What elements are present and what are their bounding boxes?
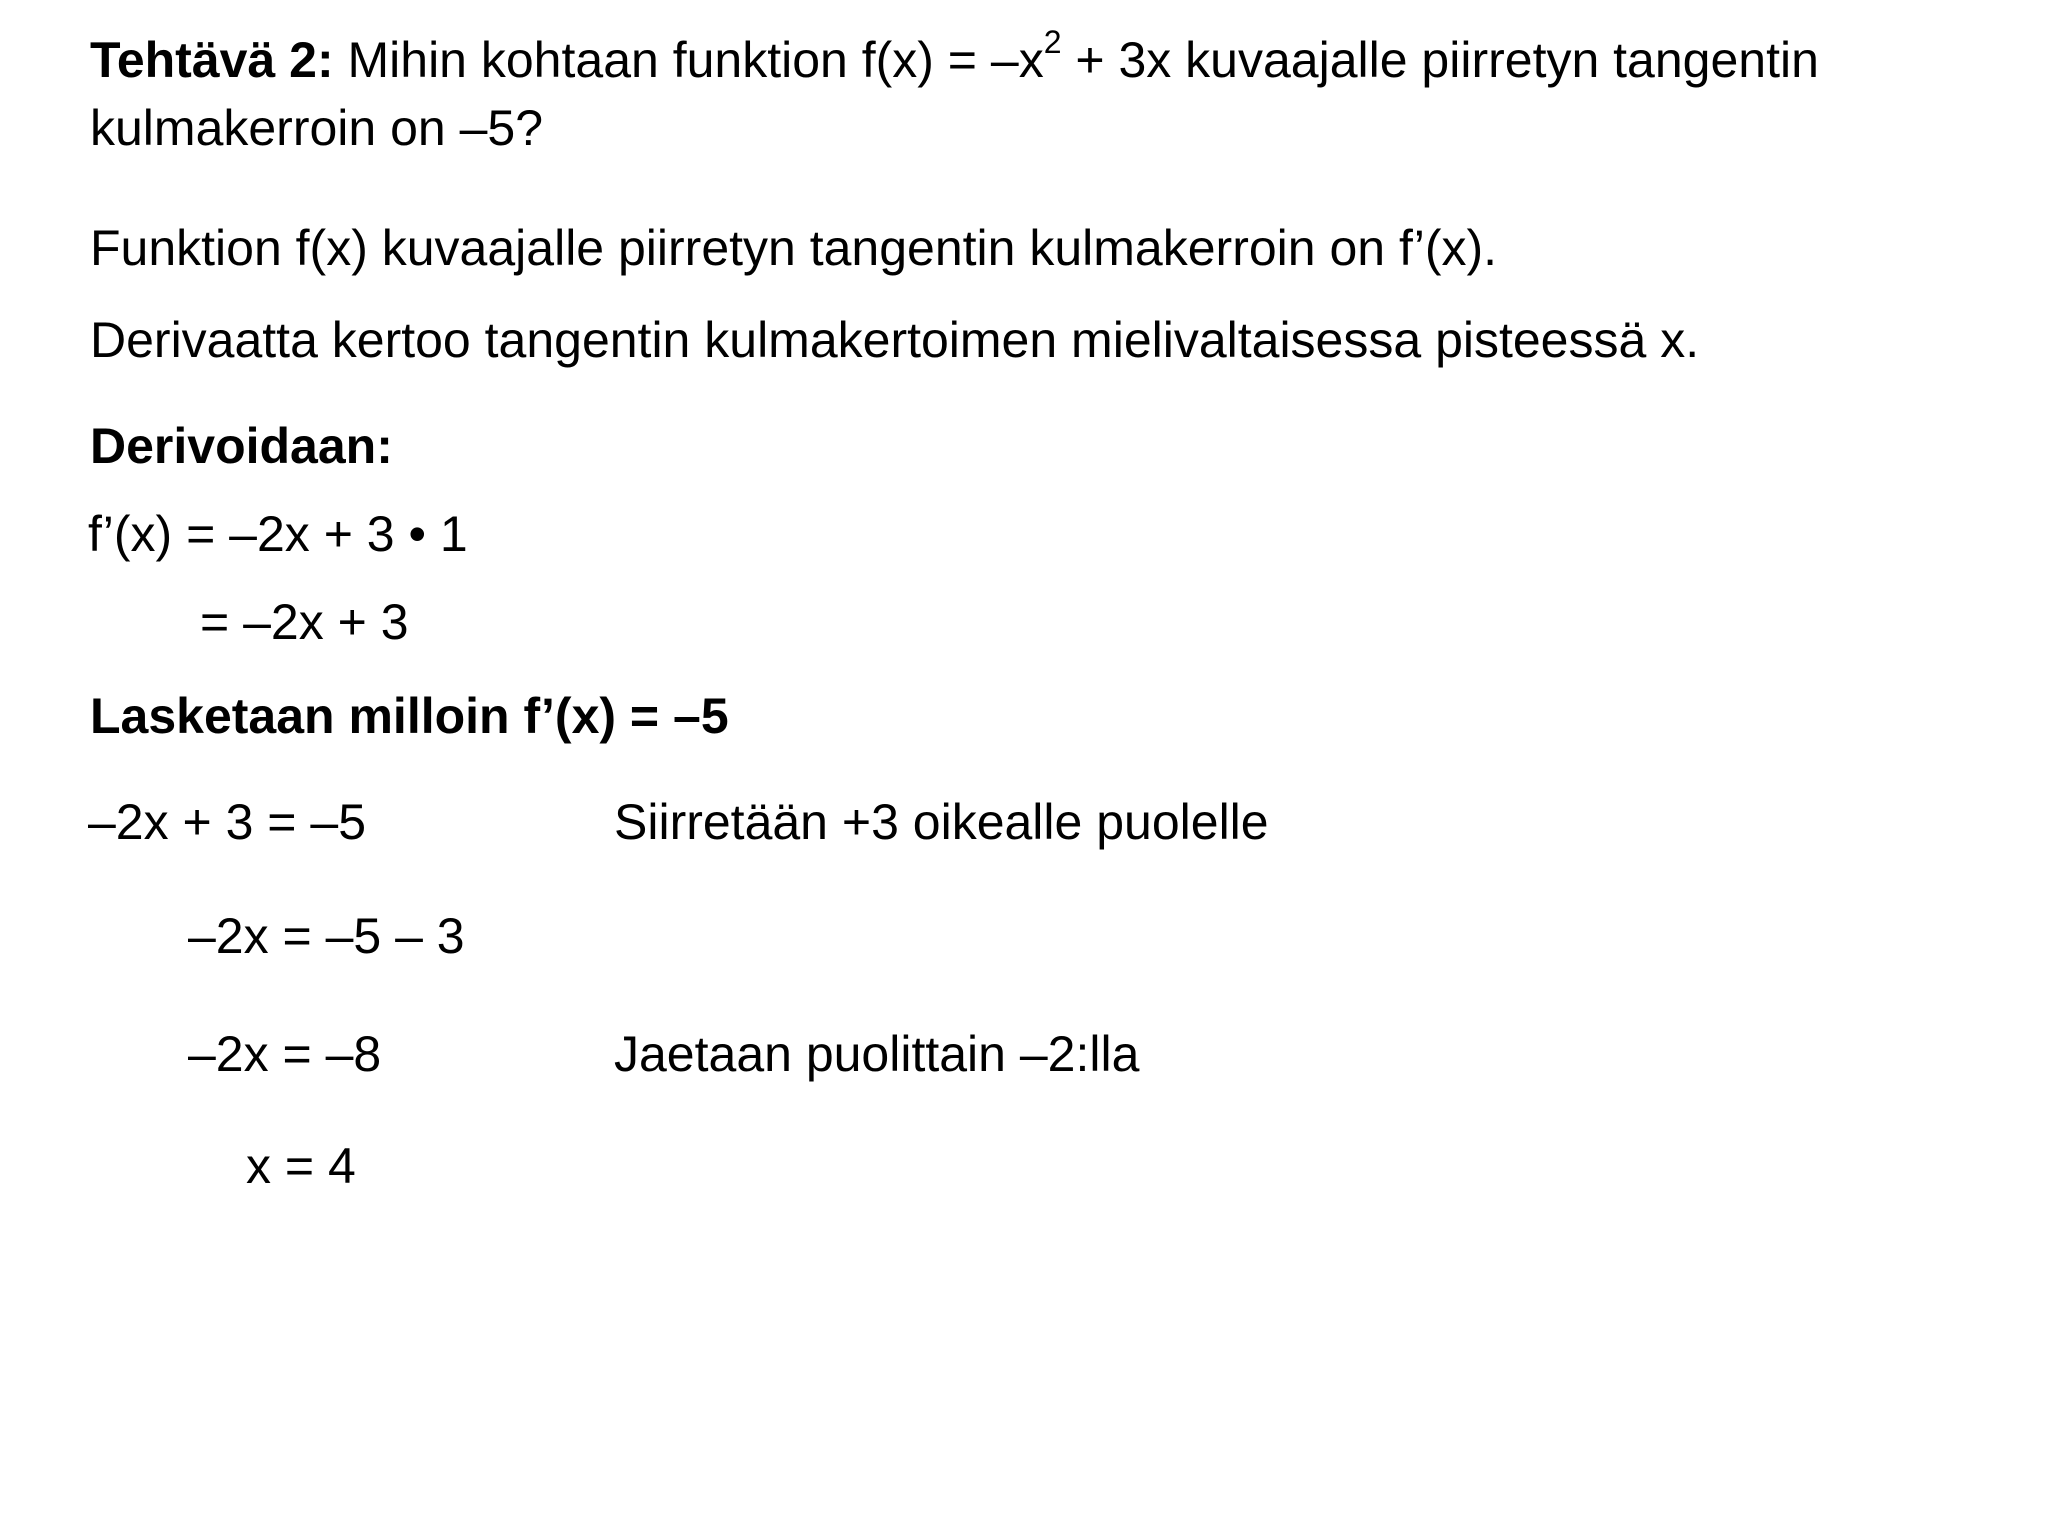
solve-note-3: Jaetaan puolittain –2:lla bbox=[614, 1026, 1140, 1082]
task-label: Tehtävä 2: bbox=[90, 32, 334, 88]
solve-equation-1: –2x + 3 = –5 bbox=[88, 794, 367, 850]
solve-heading: Lasketaan milloin f’(x) = –5 bbox=[90, 688, 729, 744]
solve-equation-2: –2x = –5 – 3 bbox=[188, 908, 465, 964]
explanation-line-1: Funktion f(x) kuvaajalle piirretyn tangentin kulmakerroin on f’(x). bbox=[90, 220, 1498, 276]
task-question-part-2: + 3x kuvaajalle piirretyn tangentin bbox=[1061, 32, 1819, 88]
derivative-step-2: = –2x + 3 bbox=[200, 594, 409, 650]
task-exponent: 2 bbox=[1043, 24, 1062, 60]
explanation-line-2: Derivaatta kertoo tangentin kulmakertoimen mielivaltaisessa pisteessä x. bbox=[90, 312, 1700, 368]
task-question-line-2: kulmakerroin on –5? bbox=[90, 100, 544, 156]
solve-equation-4: x = 4 bbox=[246, 1138, 356, 1194]
task-question-line-1 bbox=[90, 24, 1819, 90]
solve-equation-3: –2x = –8 bbox=[188, 1026, 382, 1082]
task-question-part-1: Mihin kohtaan funktion f(x) = –x bbox=[333, 32, 1044, 88]
solve-note-1: Siirretään +3 oikealle puolelle bbox=[614, 794, 1269, 850]
derivative-heading: Derivoidaan: bbox=[90, 418, 393, 474]
derivative-step-1: f’(x) = –2x + 3 • 1 bbox=[88, 506, 468, 562]
